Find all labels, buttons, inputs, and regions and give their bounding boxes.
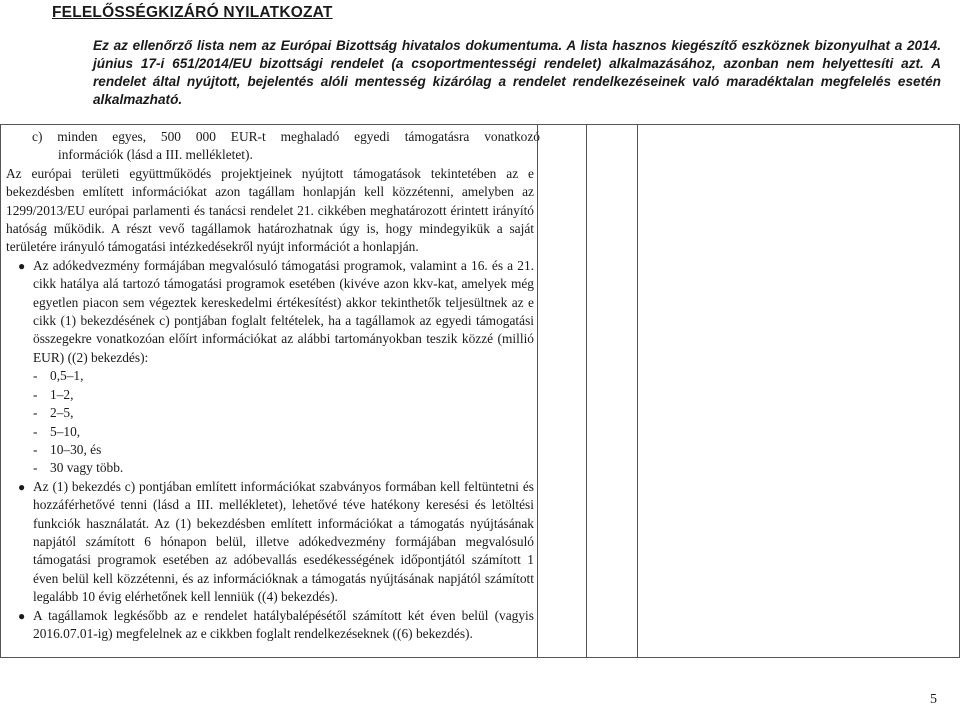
bullet-item-standard-format xyxy=(6,478,534,607)
disclaimer-heading: FELELŐSSÉGKIZÁRÓ NYILATKOZAT xyxy=(52,4,333,21)
range-text: 0,5–1, xyxy=(50,368,84,384)
range-text: 30 vagy több. xyxy=(50,460,124,476)
range-text: 5–10, xyxy=(50,423,81,439)
item-c xyxy=(32,128,540,165)
bullet-item-deadline xyxy=(6,607,534,644)
ranges-list xyxy=(6,367,534,477)
page-number: 5 xyxy=(930,692,937,707)
range-item xyxy=(33,386,534,404)
disclaimer-text: Ez az ellenőrző lista nem az Európai Bizottság hivatalos dokumentuma. A lista hasznos kiegészítő eszköznek bizonyulhat a 2014. június 17-i 651/2014/EU bizottsági rendelet (a csoportmentességi rendelet) alkalmazásához, azonban nem helyettesíti azt. A rendelet által nyújtott, bejelentés alóli mentesség kizárólag a rendelet rendelkezéseinek való maradéktalan megfelelés esetén alkalmazható. xyxy=(93,38,941,107)
bullet-text: A tagállamok legkésőbb az e rendelet hatálybalépésétől számított két éven belül (vagyis 2016.07.01-ig) megfelelnek az e cikkben foglalt rendelkezéseknek ((6) bekezdés). xyxy=(33,607,534,641)
bullet-icon: ● xyxy=(18,258,26,273)
column-divider-2 xyxy=(586,124,587,658)
range-item xyxy=(33,441,534,459)
bullet-item-tax-schemes xyxy=(6,257,534,367)
table-bottom-border xyxy=(0,657,960,658)
dash-marker: - xyxy=(33,423,38,439)
item-c-line-1: c) minden egyes, 500 000 EUR-t meghaladó egyedi támogatásra vonatkozó xyxy=(32,129,540,144)
dash-marker: - xyxy=(33,368,38,384)
range-text: 2–5, xyxy=(50,405,74,421)
dash-marker: - xyxy=(33,460,38,476)
dash-marker: - xyxy=(33,441,38,457)
table-top-border xyxy=(0,124,960,125)
column-divider-3 xyxy=(637,124,638,658)
range-item xyxy=(33,459,534,477)
bullet-text: Az adókedvezmény formájában megvalósuló támogatási programok, valamint a 16. és a 21. cikk hatálya alá tartozó támogatási programok esetében (kivéve azon kkv-kat, amelyek még egyetlen piacon sem végeztek kereskedelmi értékesítést) akkor tekinthetők teljesültnek az e cikk (1) bekezdésének c) pontjában foglalt feltételek, ha a tagállamok az egyedi támogatási összegekre vonatkozóan előírt információkat az alábbi tartományokban teszik közzé (millió EUR) ((2) bekezdés): xyxy=(33,257,534,365)
dash-marker: - xyxy=(33,405,38,421)
dash-marker: - xyxy=(33,386,38,402)
range-text: 10–30, és xyxy=(50,441,102,457)
range-item xyxy=(33,423,534,441)
range-item xyxy=(33,404,534,422)
paragraph-cross-border: Az európai területi együttműködés projektjeinek nyújtott támogatások tekintetében az e bekezdésben említett információkat azon tagállam honlapján kell közzétenni, amelyben az 1299/2013/EU európai parlamenti és tanácsi rendelet 21. cikkében meghatározott érintett irányító hatóság működik. A részt vevő tagállamok határozhatnak úgy is, hogy mindegyikük a saját területére irányuló támogatási intézkedésekről nyújt információt a honlapján. xyxy=(6,165,534,255)
range-text: 1–2, xyxy=(50,386,74,402)
column-divider-1 xyxy=(537,124,538,658)
bullet-icon: ● xyxy=(18,608,26,623)
item-c-line-2: információk (lásd a III. mellékletet). xyxy=(58,147,253,163)
range-item xyxy=(33,367,534,385)
table-cell-text xyxy=(6,128,540,643)
table-left-border xyxy=(0,124,1,658)
bullet-icon: ● xyxy=(18,479,26,494)
bullet-text: Az (1) bekezdés c) pontjában említett információkat szabványos formában kell feltüntetni és hozzáférhetővé tenni (lásd a III. mellékletet), lehetővé téve hatékony keresési és letöltési funkciók használatát. Az (1) bekezdésben említett információkat a támogatás nyújtásának napjától számított 6 hónapon belül, illetve adókedvezmény formájában megvalósuló támogatási programok esetében az adóbevallás esedékességének időpontjától számított 1 éven belül kell közzétenni, és az információknak a támogatás nyújtásának napjától számított legalább 10 évig elérhetőnek kell lenniük ((4) bekezdés). xyxy=(33,478,534,605)
